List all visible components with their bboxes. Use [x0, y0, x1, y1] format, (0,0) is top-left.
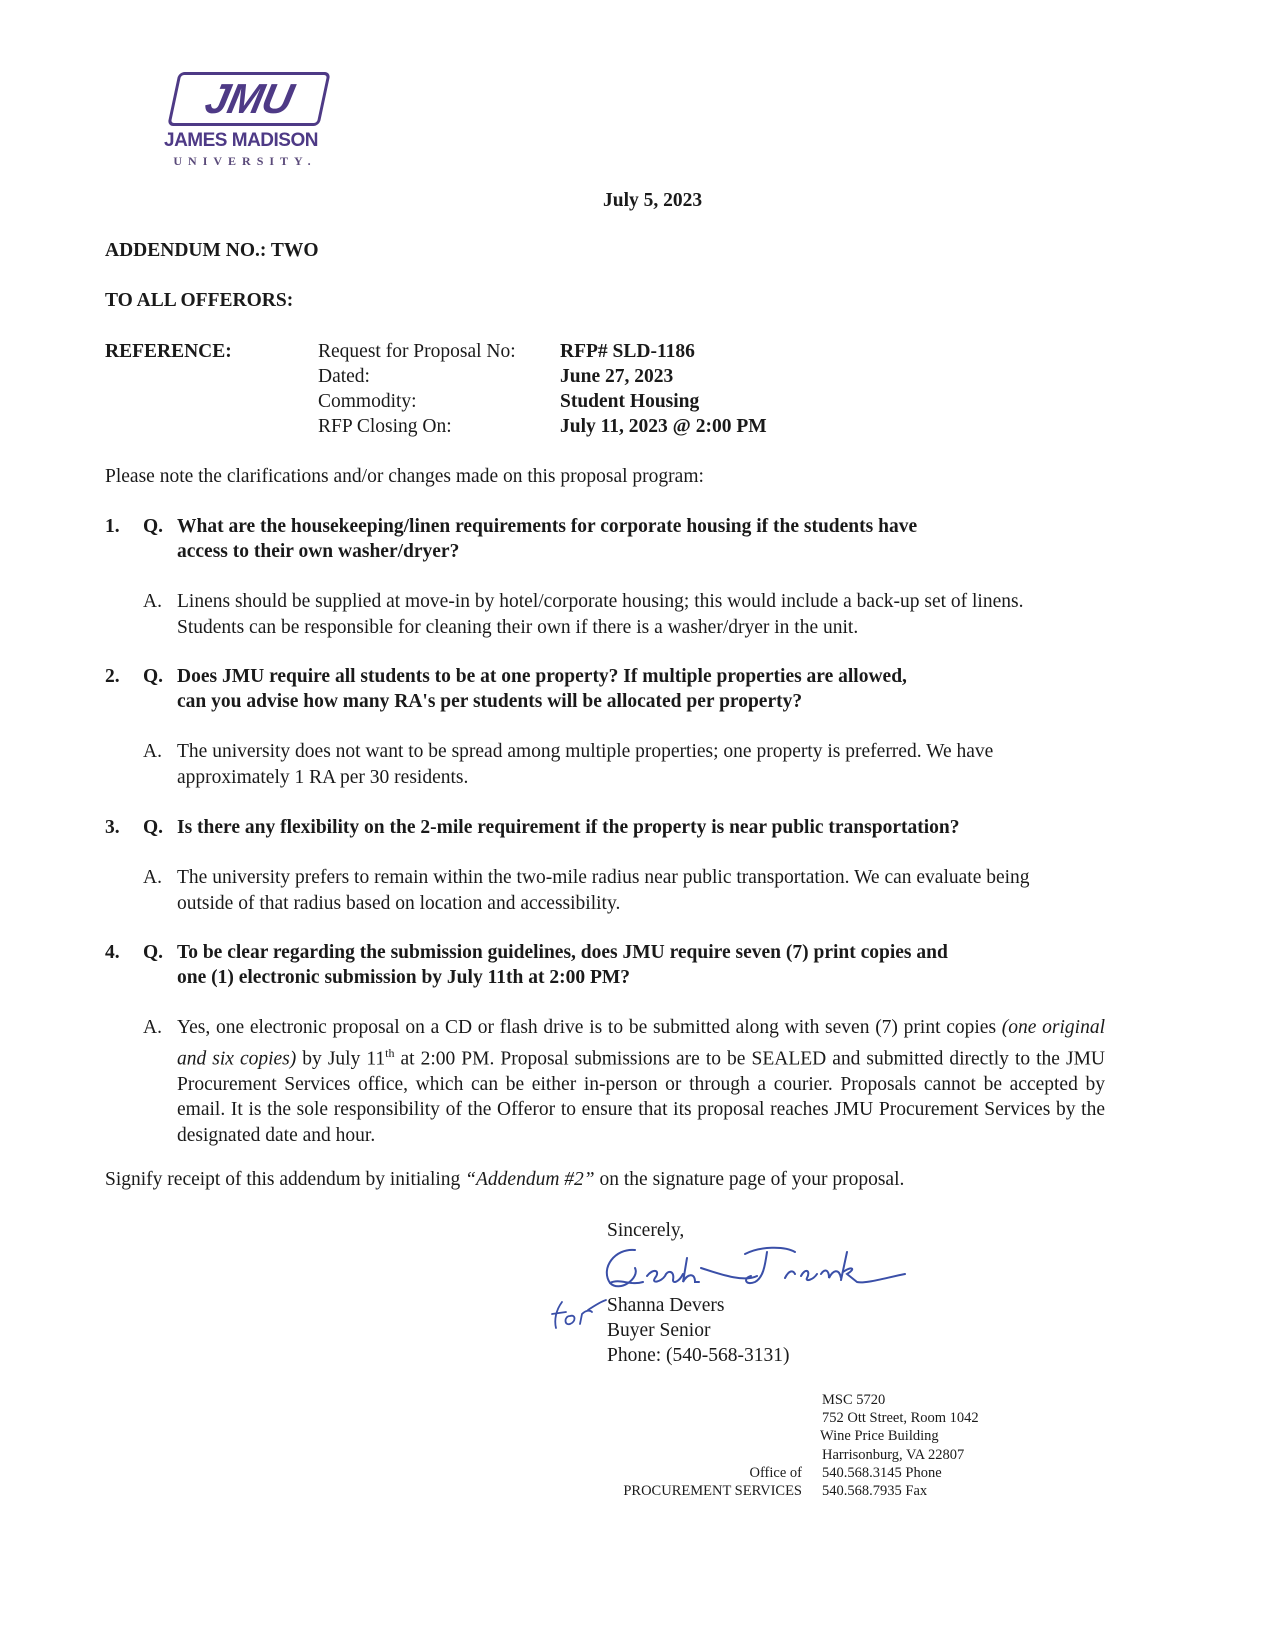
answer-text: Linens should be supplied at move-in by hotel/corporate housing; this would include a back-up set of linens. Students can be responsible for cleaning their own if there is a washer/dryer in the unit. — [177, 591, 1024, 638]
reference-row-value: RFP# SLD-1186 — [560, 341, 695, 362]
reference-row-label: Request for Proposal No: — [318, 341, 516, 362]
logo-subtitle: UNIVERSITY. — [173, 154, 317, 168]
answer-segment: by July 11 — [296, 1048, 386, 1069]
letter-date: July 5, 2023 — [603, 190, 703, 211]
answer-label: A. — [143, 741, 162, 762]
reference-row-label: Dated: — [318, 366, 370, 387]
fax-line: 540.568.7935 Fax — [822, 1483, 928, 1499]
answer-label: A. — [143, 591, 162, 612]
signify-italic: “Addendum #2” — [465, 1169, 595, 1190]
signify-text: Signify receipt of this addendum by initialing — [105, 1169, 466, 1190]
ordinal-suffix: th — [385, 1045, 395, 1060]
address-line: Harrisonburg, VA 22807 — [822, 1447, 965, 1463]
answer-text: The university does not want to be spread among multiple properties; one property is preferred. We have approximately 1 RA per 30 residents. — [177, 741, 994, 788]
answer-text: The university prefers to remain within the two-mile radius near public transportation. We can evaluate being outside of that radius based on location and accessibility. — [177, 867, 1030, 914]
item-number: 2. — [105, 666, 120, 687]
reference-row-value: June 27, 2023 — [560, 366, 674, 387]
question-text: access to their own washer/dryer? — [177, 541, 460, 562]
question-label: Q. — [143, 942, 164, 963]
question-label: Q. — [143, 666, 164, 687]
answer-segment: Yes, one electronic proposal on a CD or flash drive is to be submitted along with seven (7) print copies — [177, 1017, 1002, 1038]
handwritten-signature — [595, 1238, 915, 1298]
question-label: Q. — [143, 516, 164, 537]
signer-title: Buyer Senior — [607, 1320, 711, 1341]
question-label: Q. — [143, 817, 164, 838]
signer-phone: Phone: (540-568-3131) — [607, 1345, 790, 1366]
logo-name: JAMES MADISON — [164, 130, 318, 151]
signer-name: Shanna Devers — [607, 1295, 725, 1316]
answer-text — [177, 1015, 1105, 1148]
reference-label: REFERENCE: — [105, 341, 232, 362]
signify-receipt-text — [105, 1167, 904, 1192]
question-text: What are the housekeeping/linen requirements for corporate housing if the students have — [177, 516, 918, 537]
question-text: To be clear regarding the submission guidelines, does JMU require seven (7) print copies and — [177, 942, 948, 963]
item-number: 1. — [105, 516, 120, 537]
reference-row-value: July 11, 2023 @ 2:00 PM — [560, 416, 767, 437]
question-text: Does JMU require all students to be at one property? If multiple properties are allowed, — [177, 666, 907, 687]
phone-line: 540.568.3145 Phone — [822, 1465, 942, 1481]
handwritten-for-note — [548, 1296, 608, 1332]
intro-text: Please note the clarifications and/or changes made on this proposal program: — [105, 466, 704, 487]
office-of-label: Office of — [749, 1465, 802, 1481]
logo-mark: JMU — [167, 72, 330, 126]
address-line: Wine Price Building — [820, 1428, 939, 1444]
answer-label: A. — [143, 867, 162, 888]
item-number: 4. — [105, 942, 120, 963]
sincerely: Sincerely, — [607, 1220, 685, 1241]
reference-row-label: RFP Closing On: — [318, 416, 452, 437]
reference-row-value: Student Housing — [560, 391, 700, 412]
addendum-number: ADDENDUM NO.: TWO — [105, 240, 319, 261]
department-name: PROCUREMENT SERVICES — [623, 1483, 802, 1499]
reference-row-label: Commodity: — [318, 391, 417, 412]
answer-segment: at 2:00 PM. Proposal submissions are to be SEALED and submitted directly to the JMU Procurement Services office, which can be either in-person or through a courier. Proposals cannot be accepted by email. It is the sole responsibility of the Offeror to ensure that its proposal reaches JMU Procurement Services by the designated date and hour. — [177, 1048, 1105, 1146]
answer-italic-segment: (one original and six copies) — [177, 1017, 1105, 1069]
address-line: MSC 5720 — [822, 1392, 886, 1408]
question-text: one (1) electronic submission by July 11th at 2:00 PM? — [177, 967, 631, 988]
item-number: 3. — [105, 817, 120, 838]
question-text: can you advise how many RA's per students will be allocated per property? — [177, 691, 803, 712]
answer-label: A. — [143, 1017, 162, 1038]
signify-text: on the signature page of your proposal. — [594, 1169, 905, 1190]
address-line: 752 Ott Street, Room 1042 — [822, 1410, 979, 1426]
question-text: Is there any flexibility on the 2-mile requirement if the property is near public transportation? — [177, 817, 960, 838]
recipient-heading: TO ALL OFFERORS: — [105, 290, 294, 311]
